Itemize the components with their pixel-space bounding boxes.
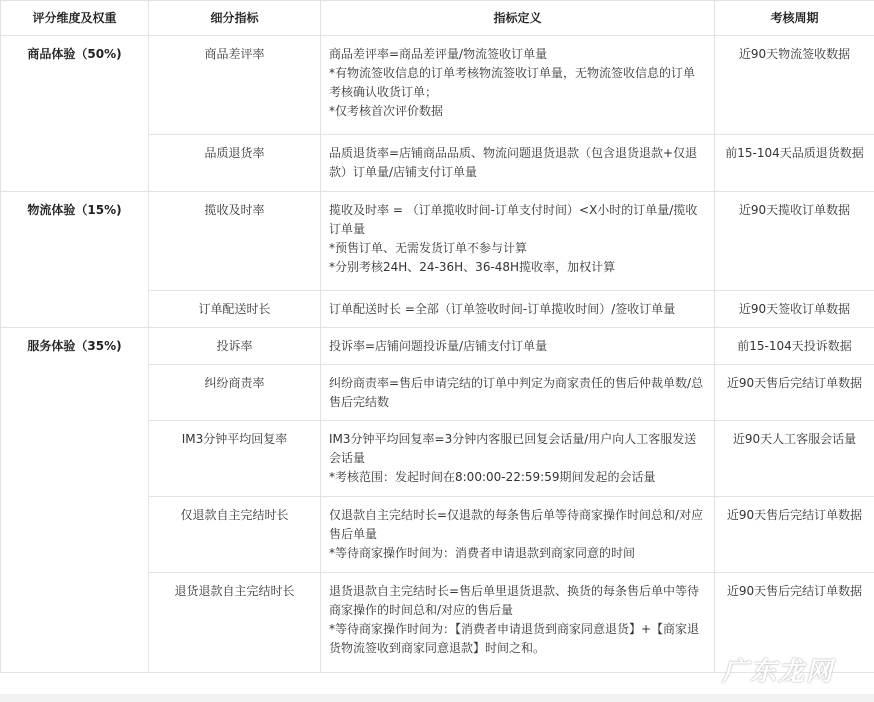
table-row (1, 192, 874, 291)
assessment-period: 近90天售后完结订单数据 (715, 497, 874, 573)
table-header-row (1, 1, 874, 36)
assessment-period: 近90天签收订单数据 (715, 291, 874, 328)
metric-definition (321, 192, 715, 291)
metric-definition (321, 421, 715, 497)
metric-definition (321, 497, 715, 573)
dimension-product: 商品体验（50%) (1, 36, 149, 192)
metric-name: 仅退款自主完结时长 (149, 497, 321, 573)
metric-definition (321, 365, 715, 421)
metric-name: 退货退款自主完结时长 (149, 573, 321, 673)
definition-line: *分别考核24H、24-36H、36-48H揽收率，加权计算 (329, 260, 616, 274)
metric-name: 商品差评率 (149, 36, 321, 135)
definition-line: 品质退货率=店铺商品品质、物流问题退货退款（包含退货退款+仅退款）订单量/店铺支付订单量 (329, 146, 698, 179)
bottom-scroll-strip (0, 694, 874, 702)
assessment-period: 近90天物流签收数据 (715, 36, 874, 135)
header-period: 考核周期 (715, 1, 874, 36)
assessment-period: 近90天售后完结订单数据 (715, 365, 874, 421)
assessment-period: 近90天售后完结订单数据 (715, 573, 874, 673)
definition-line: *预售订单、无需发货订单不参与计算 (329, 241, 528, 255)
table-row (1, 328, 874, 365)
metric-name: 揽收及时率 (149, 192, 321, 291)
definition-line: 商品差评率=商品差评量/物流签收订单量 (329, 47, 548, 61)
definition-line: *仅考核首次评价数据 (329, 104, 444, 118)
definition-line: 退货退款自主完结时长=售后单里退货退款、换货的每条售后单中等待商家操作的时间总和/对应的售后量 (329, 584, 700, 617)
definition-line: *等待商家操作时间为：消费者申请退款到商家同意的时间 (329, 546, 636, 560)
metric-definition (321, 291, 715, 328)
table-row (1, 36, 874, 135)
header-dimension: 评分维度及权重 (1, 1, 149, 36)
metric-name: IM3分钟平均回复率 (149, 421, 321, 497)
definition-line: *等待商家操作时间为：【消费者申请退货到商家同意退货】+【商家退货物流签收到商家同意退款】时间之和。 (329, 622, 700, 655)
metric-definition (321, 328, 715, 365)
definition-line: 订单配送时长 =全部（订单签收时间-订单揽收时间）/签收订单量 (329, 302, 676, 316)
definition-line: 纠纷商责率=售后申请完结的订单中判定为商家责任的售后仲裁单数/总售后完结数 (329, 376, 704, 409)
assessment-period: 近90天揽收订单数据 (715, 192, 874, 291)
metric-name: 订单配送时长 (149, 291, 321, 328)
metric-name: 品质退货率 (149, 135, 321, 192)
definition-line: 投诉率=店铺问题投诉量/店铺支付订单量 (329, 339, 548, 353)
metric-definition (321, 573, 715, 673)
metric-name: 投诉率 (149, 328, 321, 365)
header-definition: 指标定义 (321, 1, 715, 36)
dimension-logistics: 物流体验（15%) (1, 192, 149, 328)
site-watermark: 广东龙网 (721, 657, 834, 687)
definition-line: *考核范围：发起时间在8:00:00-22:59:59期间发起的会话量 (329, 470, 656, 484)
metric-definition (321, 36, 715, 135)
assessment-period: 前15-104天投诉数据 (715, 328, 874, 365)
definition-line: 揽收及时率 = （订单揽收时间-订单支付时间）<X小时的订单量/揽收订单量 (329, 203, 698, 236)
assessment-period: 前15-104天品质退货数据 (715, 135, 874, 192)
header-metric: 细分指标 (149, 1, 321, 36)
dimension-service: 服务体验（35%) (1, 328, 149, 673)
definition-line: IM3分钟平均回复率=3分钟内客服已回复会话量/用户向人工客服发送会话量 (329, 432, 697, 465)
definition-line: 仅退款自主完结时长=仅退款的每条售后单等待商家操作时间总和/对应售后单量 (329, 508, 704, 541)
assessment-period: 近90天人工客服会话量 (715, 421, 874, 497)
definition-line: *有物流签收信息的订单考核物流签收订单量，无物流签收信息的订单考核确认收货订单； (329, 66, 696, 99)
metric-definition (321, 135, 715, 192)
metric-name: 纠纷商责率 (149, 365, 321, 421)
